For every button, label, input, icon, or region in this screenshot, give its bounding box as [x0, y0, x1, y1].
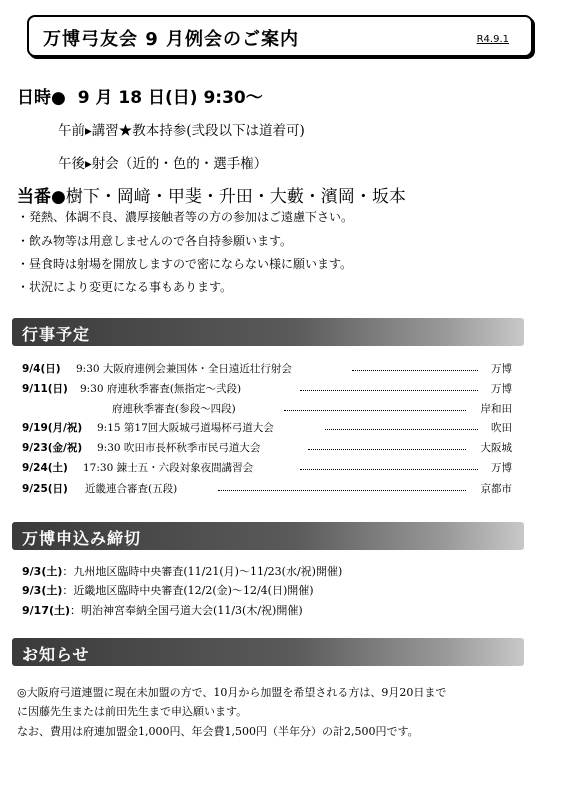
notice-section-header — [12, 638, 524, 666]
duty-members: 樹下・岡﨑・甲斐・升田・大藪・濱岡・坂本 — [65, 187, 406, 207]
event-place: 万博 — [491, 363, 512, 375]
event-text: 9:30 府連秋季審査(無指定〜弐段) — [80, 383, 242, 395]
event-date: 9/23(金/祝) — [22, 442, 83, 454]
application-date: 9/17(土) — [22, 604, 71, 617]
event-date: 9/25(日) — [22, 483, 68, 495]
event-date: 9/11(日) — [22, 383, 68, 395]
application-date: 9/3(土) — [22, 565, 63, 578]
note-item: ・飲み物等は用意しませんので各自持参願います。 — [17, 234, 293, 248]
notice-line: ◎大阪府弓道連盟に現在未加盟の方で、10月から加盟を希望される方は、9月20日まで — [17, 686, 447, 699]
event-row — [22, 440, 512, 456]
event-date: 9/24(土) — [22, 462, 68, 474]
leader-dots — [218, 486, 466, 491]
event-row — [22, 460, 512, 476]
note-item: ・昼食時は射場を開放しますので密にならない様に願います。 — [17, 257, 353, 271]
afternoon-program: 午後▸射会（近的・色的・選手権） — [58, 156, 268, 172]
application-text: ：九州地区臨時中央審査(11/21(月)〜11/23(水/祝)開催) — [62, 565, 343, 578]
leader-dots — [300, 465, 478, 470]
event-date: 9/19(月/祝) — [22, 422, 83, 434]
leader-dots — [284, 406, 466, 411]
event-row — [22, 381, 512, 397]
duty-line — [17, 182, 406, 207]
title-box — [27, 15, 533, 57]
event-text: 17:30 錬士五・六段対象夜間講習会 — [83, 462, 254, 474]
schedule-date-value: 9 月 18 日(日) 9:30〜 — [77, 88, 263, 108]
schedule-date-label: 日時● — [17, 88, 66, 108]
notice-line: なお、費用は府連加盟金1,000円、年会費1,500円（半年分）の計2,500円です。 — [17, 725, 419, 738]
event-row — [22, 401, 512, 417]
events-heading: 行事予定 — [22, 325, 91, 344]
page-title: 万博弓友会 9 月例会のご案内 — [43, 29, 300, 50]
event-row — [22, 420, 512, 436]
event-text: 府連秋季審査(参段〜四段) — [112, 403, 236, 415]
application-section-header — [12, 522, 524, 550]
event-text: 近畿連合審査(五段) — [85, 483, 178, 495]
event-place: 万博 — [491, 383, 512, 395]
event-row — [22, 481, 512, 497]
event-place: 大阪城 — [480, 442, 512, 454]
event-place: 岸和田 — [480, 403, 512, 415]
leader-dots — [352, 366, 478, 371]
event-place: 吹田 — [491, 422, 512, 434]
issue-date: R4.9.1 — [476, 34, 509, 45]
application-heading: 万博申込み締切 — [22, 529, 142, 548]
event-place: 京都市 — [480, 483, 512, 495]
application-item — [22, 563, 342, 579]
event-text: 9:30 大阪府連例会兼国体・全日遠近壮行射会 — [76, 363, 292, 375]
note-item: ・発熱、体調不良、濃厚接触者等の方の参加はご遠慮下さい。 — [17, 210, 354, 224]
leader-dots — [308, 445, 466, 450]
events-section-header — [12, 318, 524, 346]
notice-heading: お知らせ — [22, 645, 90, 664]
leader-dots — [325, 425, 478, 430]
morning-program: 午前▸講習★教本持参(弐段以下は道着可) — [58, 123, 305, 139]
application-item — [22, 582, 314, 598]
schedule-date-line — [17, 83, 263, 108]
application-text: ：明治神宮奉納全国弓道大会(11/3(木/祝)開催) — [70, 604, 303, 617]
leader-dots — [300, 386, 478, 391]
application-text: ：近畿地区臨時中央審査(12/2(金)〜12/4(日)開催) — [62, 584, 314, 597]
event-text: 9:15 第17回大阪城弓道場杯弓道大会 — [97, 422, 274, 434]
event-place: 万博 — [491, 462, 512, 474]
duty-label: 当番● — [17, 187, 66, 207]
application-item — [22, 602, 303, 618]
event-row — [22, 361, 512, 377]
application-date: 9/3(土) — [22, 584, 63, 597]
event-date: 9/4(日) — [22, 363, 61, 375]
note-item: ・状況により変更になる事もあります。 — [17, 280, 233, 294]
notice-line: に因藤先生または前田先生まで申込願います。 — [17, 705, 248, 718]
event-text: 9:30 吹田市長杯秋季市民弓道大会 — [97, 442, 261, 454]
